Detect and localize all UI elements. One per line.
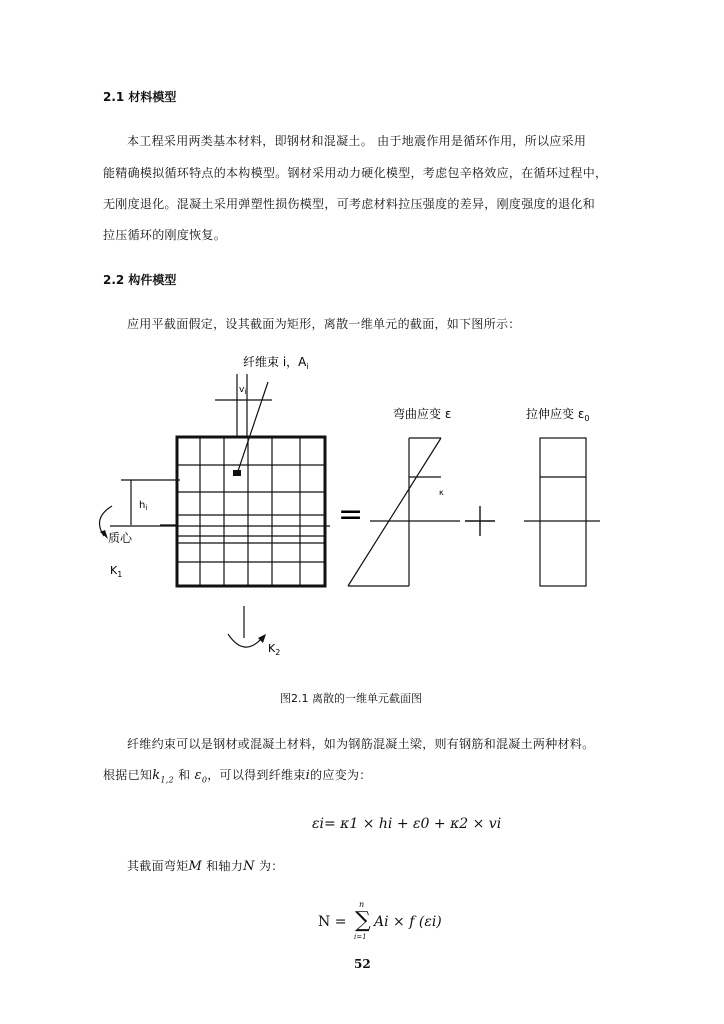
paragraph-line: 本工程采用两类基本材料，即钢材和混凝土。 由于地震作用是循环作用，所以应采用 bbox=[127, 134, 587, 148]
body-line-2: 根据已知$k_{1,2}$ 和 $\varepsilon_0$，可以得到纤维束i的应变为： bbox=[103, 768, 372, 785]
plus-sign bbox=[465, 506, 495, 536]
tension-strain-label: 拉伸应变 $\varepsilon_0$ bbox=[526, 407, 590, 423]
sum-lower-limit: i=1 bbox=[354, 933, 367, 941]
fiber-label: 纤维束 i，$A_i$ bbox=[243, 355, 309, 371]
figure-caption: 图2.1 离散的一维单元截面图 bbox=[280, 692, 422, 705]
paragraph-line: 拉压循环的刚度恢复。 bbox=[103, 228, 227, 242]
v-dimension bbox=[215, 374, 272, 436]
section-figure bbox=[0, 340, 724, 680]
fiber-marker bbox=[233, 470, 241, 476]
paragraph-line: 无刚度退化。混凝土采用弹塑性损伤模型，可考虑材料拉压强度的差异，刚度强度的退化和 bbox=[103, 197, 596, 211]
page-number: 52 bbox=[354, 957, 371, 971]
equals-sign: = bbox=[338, 497, 364, 532]
h-dimension bbox=[121, 480, 180, 525]
k2-moment-arc bbox=[228, 634, 262, 647]
section-2-2-heading: 2.2 构件模型 bbox=[103, 273, 177, 287]
sum-icon: ∑ bbox=[355, 908, 371, 933]
centroid-label: 质心 bbox=[108, 531, 133, 545]
body-line-1: 纤维约束可以是钢材或混凝土材料，如为钢筋混凝土梁，则有钢筋和混凝土两种材料。 bbox=[127, 737, 595, 751]
sum-upper-limit: n bbox=[359, 900, 365, 909]
strain-equation: εi= κ1 × hi + ε0 + κ2 × vi bbox=[312, 816, 502, 832]
k1-label: $K_1$ bbox=[110, 564, 123, 579]
paragraph-line: 能精确模拟循环特点的本构模型。钢材采用动力硬化模型，考虑包辛格效应，在循环过程中， bbox=[103, 166, 608, 180]
v-label: $v_i$ bbox=[239, 385, 247, 396]
bending-strain-diagram bbox=[348, 438, 460, 586]
bending-strain-label: 弯曲应变 ε bbox=[393, 407, 452, 421]
tension-strain-diagram bbox=[524, 438, 600, 586]
h-label: $h_i$ bbox=[139, 500, 148, 512]
axial-force-equation bbox=[318, 902, 478, 948]
cross-section-grid bbox=[177, 437, 325, 586]
fiber-leader-line bbox=[237, 382, 268, 474]
axial-rhs: Ai × f (εi) bbox=[374, 914, 442, 930]
kappa-label: κ bbox=[439, 488, 444, 497]
axial-lhs: N = bbox=[318, 914, 347, 930]
section-2-1-heading: 2.1 材料模型 bbox=[103, 90, 177, 104]
k2-label: $K_2$ bbox=[268, 642, 281, 657]
moment-line: 其截面弯矩M 和轴力N 为： bbox=[127, 859, 284, 874]
section-2-2-intro: 应用平截面假定，设其截面为矩形，离散一维单元的截面，如下图所示： bbox=[127, 317, 521, 331]
